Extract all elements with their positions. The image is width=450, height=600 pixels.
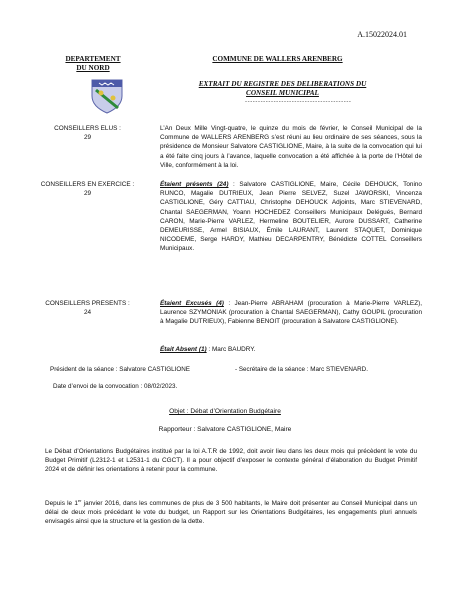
convocation-date: Date d’envoi de la convocation : 08/02/2023. xyxy=(53,383,178,390)
absent-members-list: : Marc BAUDRY. xyxy=(208,346,256,353)
coat-of-arms-icon xyxy=(90,78,124,114)
serving-councillors-label xyxy=(35,181,140,198)
register-extract-heading xyxy=(190,80,375,97)
session-secretary: - Secrétaire de la séance : Marc STIEVENARD. xyxy=(235,366,368,373)
subject-line xyxy=(0,408,450,415)
subject-text: Objet : Débat d’Orientation Budgétaire xyxy=(169,408,281,415)
present-councillors-label xyxy=(35,300,140,317)
extract-line-1: EXTRAIT DU REGISTRE DES DELIBERATIONS DU xyxy=(198,80,367,88)
excused-heading: Étaient Excusés (4) xyxy=(160,300,224,307)
excused-members-paragraph xyxy=(160,299,422,327)
separator-dashes: ----------------------------------------- xyxy=(245,99,352,105)
document-reference: A.15022024.01 xyxy=(357,30,407,39)
elus-count: 29 xyxy=(83,133,92,141)
present-members-list: : Salvatore CASTIGLIONE, Maire, Cécile DEHOUCK, Tonino RUNCO, Magalie DUTRIEUX, Jean Pierre SELVEZ, Suzel JAWORSKI, Vincenza CASTIGLIONE, Géry CATTIAU, Christophe DEHOUCK Adjoints, Marc STIEVENARD, Chantal SAEGERMAN, Yoann HOCHEDEZ Conseillers Municipaux Delégués, Bernard CARON, Marie-Pierre VARLEZ, Hermeline BOUTELIER, Aurore DUSSART, Catherine DEMEURISSE, Armel BISIAUX, Émile LAURANT, Laurent STAQUET, Dominique NICODEME, Serge HARDY, Mathieu DECARPENTRY, Bénédicte COTTEL Conseillers Municipaux. xyxy=(160,181,422,253)
commune-heading: COMMUNE DE WALLERS ARENBERG xyxy=(212,55,343,63)
elected-councillors-label xyxy=(35,125,140,142)
presents-label-text: CONSEILLERS PRESENTS : xyxy=(45,300,130,307)
presents-count: 24 xyxy=(83,308,92,316)
department-line-1: DEPARTEMENT xyxy=(65,55,121,63)
paragraph2-rest: janvier 2016, dans les communes de plus de 3 500 habitants, le Maire doit présenter au Conseil Municipal dans un délai de deux mois précédant le vote du budget, un Rapport sur les Orientations Budgétaires, les engagements pluri annuels envisagés ainsi que la structure et la gestion de la dette. xyxy=(45,500,417,526)
session-president: Président de la séance : Salvatore CASTIGLIONE xyxy=(50,366,190,373)
paragraph2-start: Depuis le 1 xyxy=(45,500,78,507)
present-members-paragraph xyxy=(160,180,422,254)
paragraph2-superscript: er xyxy=(77,497,82,503)
extract-line-2: CONSEIL MUNICIPAL xyxy=(246,88,319,97)
absent-members-paragraph xyxy=(160,345,422,354)
budget-debate-paragraph: Le Débat d’Orientations Budgétaires institué par la loi A.T.R de 1992, doit avoir lieu dans les deux mois qui précèdent le vote du Budget Primitif (L2312-1 et L2531-1 du CGCT). Il a pour objectif d’exposer le contexte général d’élaboration du Budget Primitif 2024 et de définir les orientations à retenir pour la commune. xyxy=(45,448,417,474)
exercice-count: 29 xyxy=(83,189,92,197)
department-heading xyxy=(48,55,138,72)
present-heading: Étaient présents (24) xyxy=(160,181,229,188)
exercice-label-text: CONSEILLERS EN EXERCICE : xyxy=(40,181,135,188)
elus-label-text: CONSEILLERS ELUS : xyxy=(54,125,121,132)
opening-paragraph: L’An Deux Mille Vingt-quatre, le quinze du mois de février, le Conseil Municipal de la Commune de WALLERS ARENBERG s’est réuni au lieu ordinaire de ses séances, sous la présidence de Monsieur Salvatore CASTIGLIONE, Maire, à la suite de la convocation qui lui a été faite cinq jours à l’avance, laquelle convocation a été affichée à la porte de l’Hôtel de Ville, conformément à la loi. xyxy=(160,125,422,169)
department-line-2: DU NORD xyxy=(76,63,110,72)
rapporteur-line: Rapporteur : Salvatore CASTIGLIONE, Maire xyxy=(158,426,292,433)
excused-members-list: : Jean-Pierre ABRAHAM (procuration à Marie-Pierre VARLEZ), Laurence SZYMONIAK (procuration à Chantal SAEGERMAN), Cathy GOUPIL (procuration à Magalie DUTRIEUX), Fabienne BENOIT (procuration à Salvatore CASTIGLIONE). xyxy=(160,300,423,326)
legal-context-paragraph xyxy=(45,499,417,527)
absent-heading: Était Absent (1) xyxy=(160,346,207,353)
